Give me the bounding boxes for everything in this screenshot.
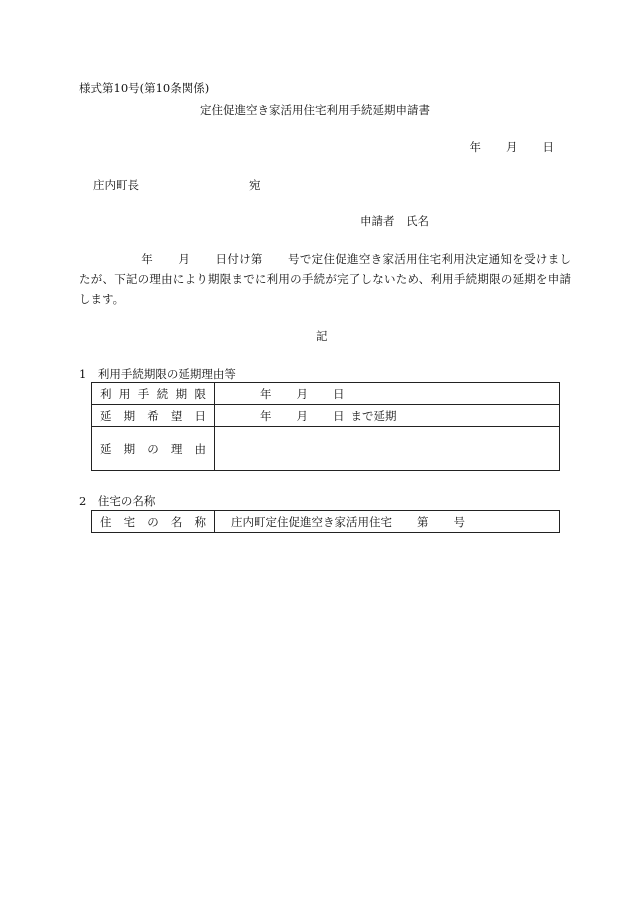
deadline-value bbox=[215, 383, 560, 405]
housing-name-text: 庄内町定住促進空き家活用住宅 bbox=[231, 514, 392, 529]
applicant-name-label: 申請者 氏名 bbox=[360, 214, 429, 228]
deadline-day: 日 bbox=[333, 386, 345, 401]
section2-heading: 2 住宅の名称 bbox=[79, 494, 156, 508]
reason-label: 延期の理由 bbox=[92, 427, 215, 471]
date-line bbox=[470, 139, 555, 155]
desired-date-label: 延期希望日 bbox=[92, 405, 215, 427]
date-year-label: 年 bbox=[469, 140, 481, 154]
housing-dai: 第 bbox=[417, 514, 429, 529]
desired-suffix: まで延期 bbox=[350, 408, 397, 423]
ki-marker: 記 bbox=[316, 329, 328, 343]
table-row bbox=[92, 427, 560, 471]
body-rest: 号で定住促進空き家活用住宅利用決定通知を受けましたが、下記の理由により期限までに利用の手続が完了しないため、利用手続期限の延期を申請します。 bbox=[79, 252, 572, 306]
addressee-honorific: 宛 bbox=[249, 178, 261, 192]
addressee-name: 庄内町長 bbox=[93, 178, 139, 192]
housing-name-value bbox=[215, 511, 560, 533]
reason-value bbox=[215, 427, 560, 471]
body-month: 月 bbox=[178, 252, 191, 266]
date-day-label: 日 bbox=[542, 140, 554, 154]
section1-heading: 1 利用手続期限の延期理由等 bbox=[79, 367, 236, 381]
deadline-month: 月 bbox=[296, 386, 308, 401]
body-year: 年 bbox=[141, 252, 154, 266]
deadline-year: 年 bbox=[260, 386, 272, 401]
document-title: 定住促進空き家活用住宅利用手続延期申請書 bbox=[200, 103, 430, 117]
form-number: 様式第10号(第10条関係) bbox=[79, 81, 210, 95]
desired-day: 日 bbox=[333, 408, 345, 423]
extension-table bbox=[91, 382, 560, 471]
housing-go: 号 bbox=[453, 514, 465, 529]
desired-year: 年 bbox=[260, 408, 272, 423]
deadline-label: 利用手続期限 bbox=[92, 383, 215, 405]
housing-name-table bbox=[91, 510, 560, 533]
desired-month: 月 bbox=[296, 408, 308, 423]
date-month-label: 月 bbox=[506, 140, 518, 154]
table-row bbox=[92, 383, 560, 405]
body-day-no: 日付け第 bbox=[215, 252, 263, 266]
body-paragraph bbox=[79, 249, 571, 309]
table-row bbox=[92, 511, 560, 533]
housing-name-label: 住宅の名称 bbox=[92, 511, 215, 533]
desired-date-value bbox=[215, 405, 560, 427]
table-row bbox=[92, 405, 560, 427]
